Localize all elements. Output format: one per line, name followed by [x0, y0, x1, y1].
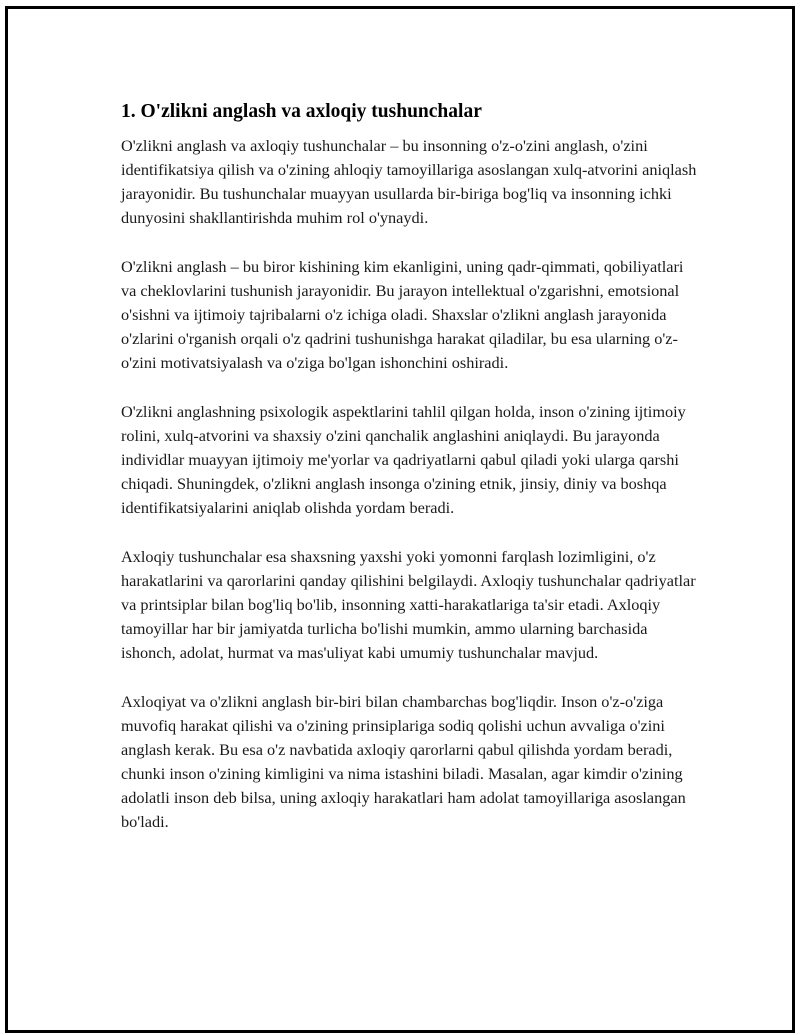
paragraph-1: O'zlikni anglash va axloqiy tushunchalar – bu insonning o'z-o'zini anglash, o'zini identifikatsiya qilish va o'zining ahloqiy tamoyillariga asoslangan xulq-atvorini aniqlash jarayonidir. Bu tushunchalar muayyan usullarda bir-biriga bog'liq va insonning ichki dunyosini shakllantirishda muhim rol o'ynaydi. — [121, 136, 697, 228]
document-heading: 1. O'zlikni anglash va axloqiy tushunchalar — [121, 101, 482, 122]
paragraph-2: O'zlikni anglash – bu biror kishining kim ekanligini, uning qadr-qimmati, qobiliyatlari va cheklovlarini tushunish jarayonidir. Bu jarayon intellektual o'zgarishni, emotsional o'sishni va ijtimoiy tajribalarni o'z ichiga oladi. Shaxslar o'zlikni anglash jarayonida o'zlarini o'rganish orqali o'z qadrini tushunishga harakat qiladilar, bu esa ularning o'z-o'zini motivatsiyalash va o'ziga bo'lgan ishonchini oshiradi. — [121, 256, 684, 373]
document-body — [121, 99, 699, 859]
page-frame — [5, 6, 795, 1033]
paragraph-5: Axloqiyat va o'zlikni anglash bir-biri bilan chambarchas bog'liqdir. Inson o'z-o'ziga muvofiq harakat qilishi va o'zining prinsiplariga sodiq qolishi uchun avvaliga o'zini anglash kerak. Bu esa o'z navbatida axloqiy qarorlarni qabul qilishda yordam beradi, chunki inson o'zining kimligini va nima istashini biladi. Masalan, agar kimdir o'zining adolatli inson deb bilsa, uning axloqiy harakatlari ham adolat tamoyillariga asoslangan bo'ladi. — [121, 691, 686, 832]
paragraph-4: Axloqiy tushunchalar esa shaxsning yaxshi yoki yomonni farqlash lozimligini, o'z harakatlarini va qarorlarini qanday qilishini belgilaydi. Axloqiy tushunchalar qadriyatlar va printsiplar bilan bog'liq bo'lib, insonning xatti-harakatlariga ta'sir etadi. Axloqiy tamoyillar har bir jamiyatda turlicha bo'lishi mumkin, ammo ularning barchasida ishonch, adolat, hurmat va mas'uliyat kabi umumiy tushunchalar mavjud. — [121, 546, 696, 663]
paragraph-3: O'zlikni anglashning psixologik aspektlarini tahlil qilgan holda, inson o'zining ijtimoiy rolini, xulq-atvorini va shaxsiy o'zini qanchalik anglashini aniqlaydi. Bu jarayonda individlar muayyan ijtimoiy me'yorlar va qadriyatlarni qabul qiladi yoki ularga qarshi chiqadi. Shuningdek, o'zlikni anglash insonga o'zining etnik, jinsiy, diniy va boshqa identifikatsiyalarini aniqlab olishda yordam beradi. — [121, 401, 686, 518]
